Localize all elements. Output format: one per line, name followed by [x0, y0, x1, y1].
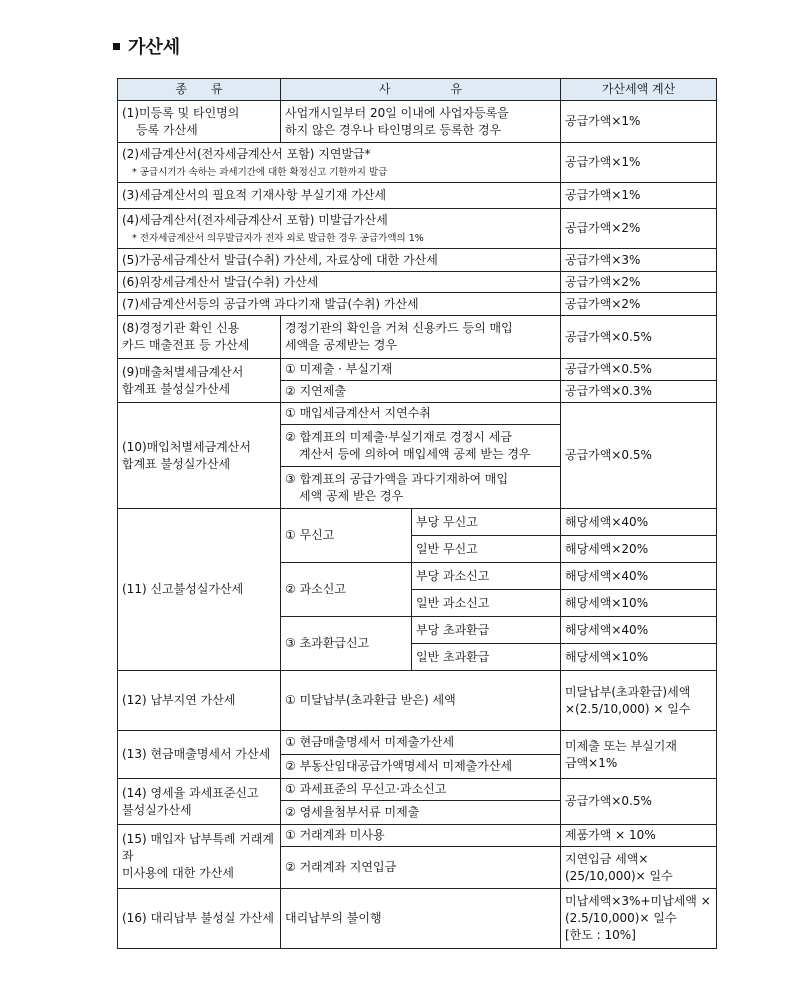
reason-line: 세액 공제 받은 경우 — [299, 488, 404, 503]
calc-cell: 해당세액×40% — [561, 563, 717, 590]
calc-cell: 공급가액×2% — [561, 209, 717, 249]
table-row — [118, 101, 717, 143]
calc-line: 금액×1% — [565, 755, 618, 770]
reason-cell: ② 영세율첨부서류 미제출 — [281, 801, 561, 825]
reason-line: ② 합계표의 미제출·부실기재로 경정시 세금 — [285, 429, 512, 444]
calc-cell: 공급가액×1% — [561, 101, 717, 143]
square-bullet-icon — [113, 43, 120, 50]
calc-line: 지연입금 세액× — [565, 851, 649, 866]
calc-line: [한도 : 10%] — [565, 928, 636, 942]
kind-line: (8)경정기관 확인 신용 — [122, 321, 240, 335]
calc-cell — [561, 847, 717, 889]
calc-cell: 공급가액×0.5% — [561, 359, 717, 381]
kind-line: (10)매입처별세금계산서 — [122, 439, 251, 454]
kind-cell — [118, 209, 561, 249]
reason-cell — [281, 316, 561, 359]
calc-cell — [561, 671, 717, 731]
calc-line: 미납세액×3%+미납세액 × — [565, 894, 711, 908]
kind-cell: (16) 대리납부 불성실 가산세 — [118, 889, 281, 949]
kind-cell: (11) 신고불성실가산세 — [118, 509, 281, 671]
calc-cell: 해당세액×40% — [561, 509, 717, 536]
table-row — [118, 293, 717, 316]
reason-group-cell: ③ 초과환급신고 — [281, 617, 412, 671]
reason-cell: ① 현금매출명세서 미제출가산세 — [281, 731, 561, 755]
kind-line: 미사용에 대한 가산세 — [122, 866, 234, 880]
reason-sub-cell: 일반 무신고 — [412, 536, 561, 563]
kind-cell: (13) 현금매출명세서 가산세 — [118, 731, 281, 779]
calc-cell: 해당세액×10% — [561, 590, 717, 617]
table-row — [118, 779, 717, 801]
calc-cell: 공급가액×2% — [561, 293, 717, 316]
kind-cell — [118, 359, 281, 403]
kind-cell: (3)세금계산서의 필요적 기재사항 부실기재 가산세 — [118, 183, 561, 209]
reason-cell: ① 과세표준의 무신고·과소신고 — [281, 779, 561, 801]
reason-sub-cell: 부당 무신고 — [412, 509, 561, 536]
calc-cell: 해당세액×20% — [561, 536, 717, 563]
kind-cell: (5)가공세금계산서 발급(수취) 가산세, 자료상에 대한 가산세 — [118, 249, 561, 272]
calc-cell: 해당세액×40% — [561, 617, 717, 644]
kind-cell: (6)위장세금계산서 발급(수취) 가산세 — [118, 272, 561, 293]
penalty-tax-table — [117, 78, 717, 949]
header-calc: 가산세액 계산 — [561, 79, 717, 101]
header-kind: 종 류 — [118, 79, 281, 101]
kind-cell: (12) 납부지연 가산세 — [118, 671, 281, 731]
kind-cell — [118, 825, 281, 889]
header-reason: 사 유 — [281, 79, 561, 101]
section-title — [113, 33, 180, 59]
calc-cell: 제품가액 × 10% — [561, 825, 717, 847]
reason-group-cell: ② 과소신고 — [281, 563, 412, 617]
table-header-row — [118, 79, 717, 101]
kind-cell — [118, 101, 281, 143]
kind-line: 등록 가산세 — [136, 122, 198, 137]
calc-cell: 공급가액×3% — [561, 249, 717, 272]
reason-line: 계산서 등에 의하여 매입세액 공제 받는 경우 — [299, 446, 531, 461]
kind-line: 합계표 불성실가산세 — [122, 381, 231, 396]
reason-cell: ② 거래계좌 지연입금 — [281, 847, 561, 889]
table-row — [118, 359, 717, 381]
calc-cell: 해당세액×10% — [561, 644, 717, 671]
kind-cell: (7)세금계산서등의 공급가액 과다기재 발급(수취) 가산세 — [118, 293, 561, 316]
reason-group-cell: ① 무신고 — [281, 509, 412, 563]
reason-cell: ② 부동산임대공급가액명세서 미제출가산세 — [281, 755, 561, 779]
kind-cell — [118, 143, 561, 183]
kind-line: (14) 영세율 과세표준신고 — [122, 785, 259, 800]
kind-cell — [118, 403, 281, 509]
reason-sub-cell: 일반 과소신고 — [412, 590, 561, 617]
kind-line: (1)미등록 및 타인명의 — [122, 105, 240, 120]
kind-cell — [118, 316, 281, 359]
kind-line: (9)매출처별세금계산서 — [122, 364, 244, 379]
table-row — [118, 249, 717, 272]
table-row — [118, 509, 717, 536]
reason-line: 사업개시일부터 20일 이내에 사업자등록을 — [285, 105, 509, 120]
reason-cell: ① 매입세금계산서 지연수취 — [281, 403, 561, 425]
table-row — [118, 209, 717, 249]
reason-cell: ② 지연제출 — [281, 381, 561, 403]
table-row — [118, 403, 717, 425]
table-row — [118, 272, 717, 293]
reason-cell: ① 미제출 · 부실기재 — [281, 359, 561, 381]
section-title-text: 가산세 — [128, 37, 181, 58]
reason-sub-cell: 부당 과소신고 — [412, 563, 561, 590]
calc-cell: 공급가액×1% — [561, 183, 717, 209]
footnote: * 공급시기가 속하는 과세기간에 대한 확정신고 기한까지 발급 — [132, 166, 388, 178]
calc-line: (25/10,000)× 일수 — [565, 868, 673, 883]
reason-sub-cell: 일반 초과환급 — [412, 644, 561, 671]
calc-cell: 공급가액×2% — [561, 272, 717, 293]
table-row — [118, 316, 717, 359]
reason-cell: 대리납부의 불이행 — [281, 889, 561, 949]
table-row — [118, 889, 717, 949]
kind-line: (15) 매입자 납부특례 거래계좌 — [122, 832, 274, 863]
reason-cell — [281, 425, 561, 467]
calc-line: ×(2.5/10,000) × 일수 — [565, 701, 691, 716]
calc-line: (2.5/10,000)× 일수 — [565, 911, 677, 925]
reason-cell — [281, 101, 561, 143]
kind-line: 불성실가산세 — [122, 802, 192, 817]
calc-cell: 공급가액×0.3% — [561, 381, 717, 403]
reason-cell: ① 거래계좌 미사용 — [281, 825, 561, 847]
calc-cell: 공급가액×0.5% — [561, 316, 717, 359]
footnote: * 전자세금계산서 의무발급자가 전자 외로 발급한 경우 공급가액의 1% — [132, 232, 424, 244]
calc-cell — [561, 731, 717, 779]
table-row — [118, 183, 717, 209]
kind-line: 합계표 불성실가산세 — [122, 456, 231, 471]
table-row — [118, 825, 717, 847]
reason-sub-cell: 부당 초과환급 — [412, 617, 561, 644]
table-row — [118, 143, 717, 183]
kind-line: 카드 매출전표 등 가산세 — [122, 338, 250, 352]
calc-line: 미제출 또는 부실기재 — [565, 738, 677, 753]
kind-cell — [118, 779, 281, 825]
table-row — [118, 731, 717, 755]
calc-cell: 공급가액×0.5% — [561, 403, 717, 509]
calc-line: 미달납부(초과환급)세액 — [565, 684, 691, 699]
table-row — [118, 671, 717, 731]
kind-line: (4)세금계산서(전자세금계산서 포함) 미발급가산세 — [122, 212, 388, 227]
calc-cell — [561, 889, 717, 949]
reason-cell — [281, 467, 561, 509]
reason-line: 세액을 공제받는 경우 — [285, 338, 397, 352]
calc-cell: 공급가액×1% — [561, 143, 717, 183]
reason-line: ③ 합계표의 공급가액을 과다기재하여 매입 — [285, 471, 509, 486]
reason-cell: ① 미달납부(초과환급 받은) 세액 — [281, 671, 561, 731]
calc-cell: 공급가액×0.5% — [561, 779, 717, 825]
reason-line: 경정기관의 확인을 거쳐 신용카드 등의 매입 — [285, 321, 513, 335]
kind-line: (2)세금계산서(전자세금계산서 포함) 지연발급* — [122, 146, 371, 161]
reason-line: 하지 않은 경우나 타인명의로 등록한 경우 — [285, 122, 502, 137]
